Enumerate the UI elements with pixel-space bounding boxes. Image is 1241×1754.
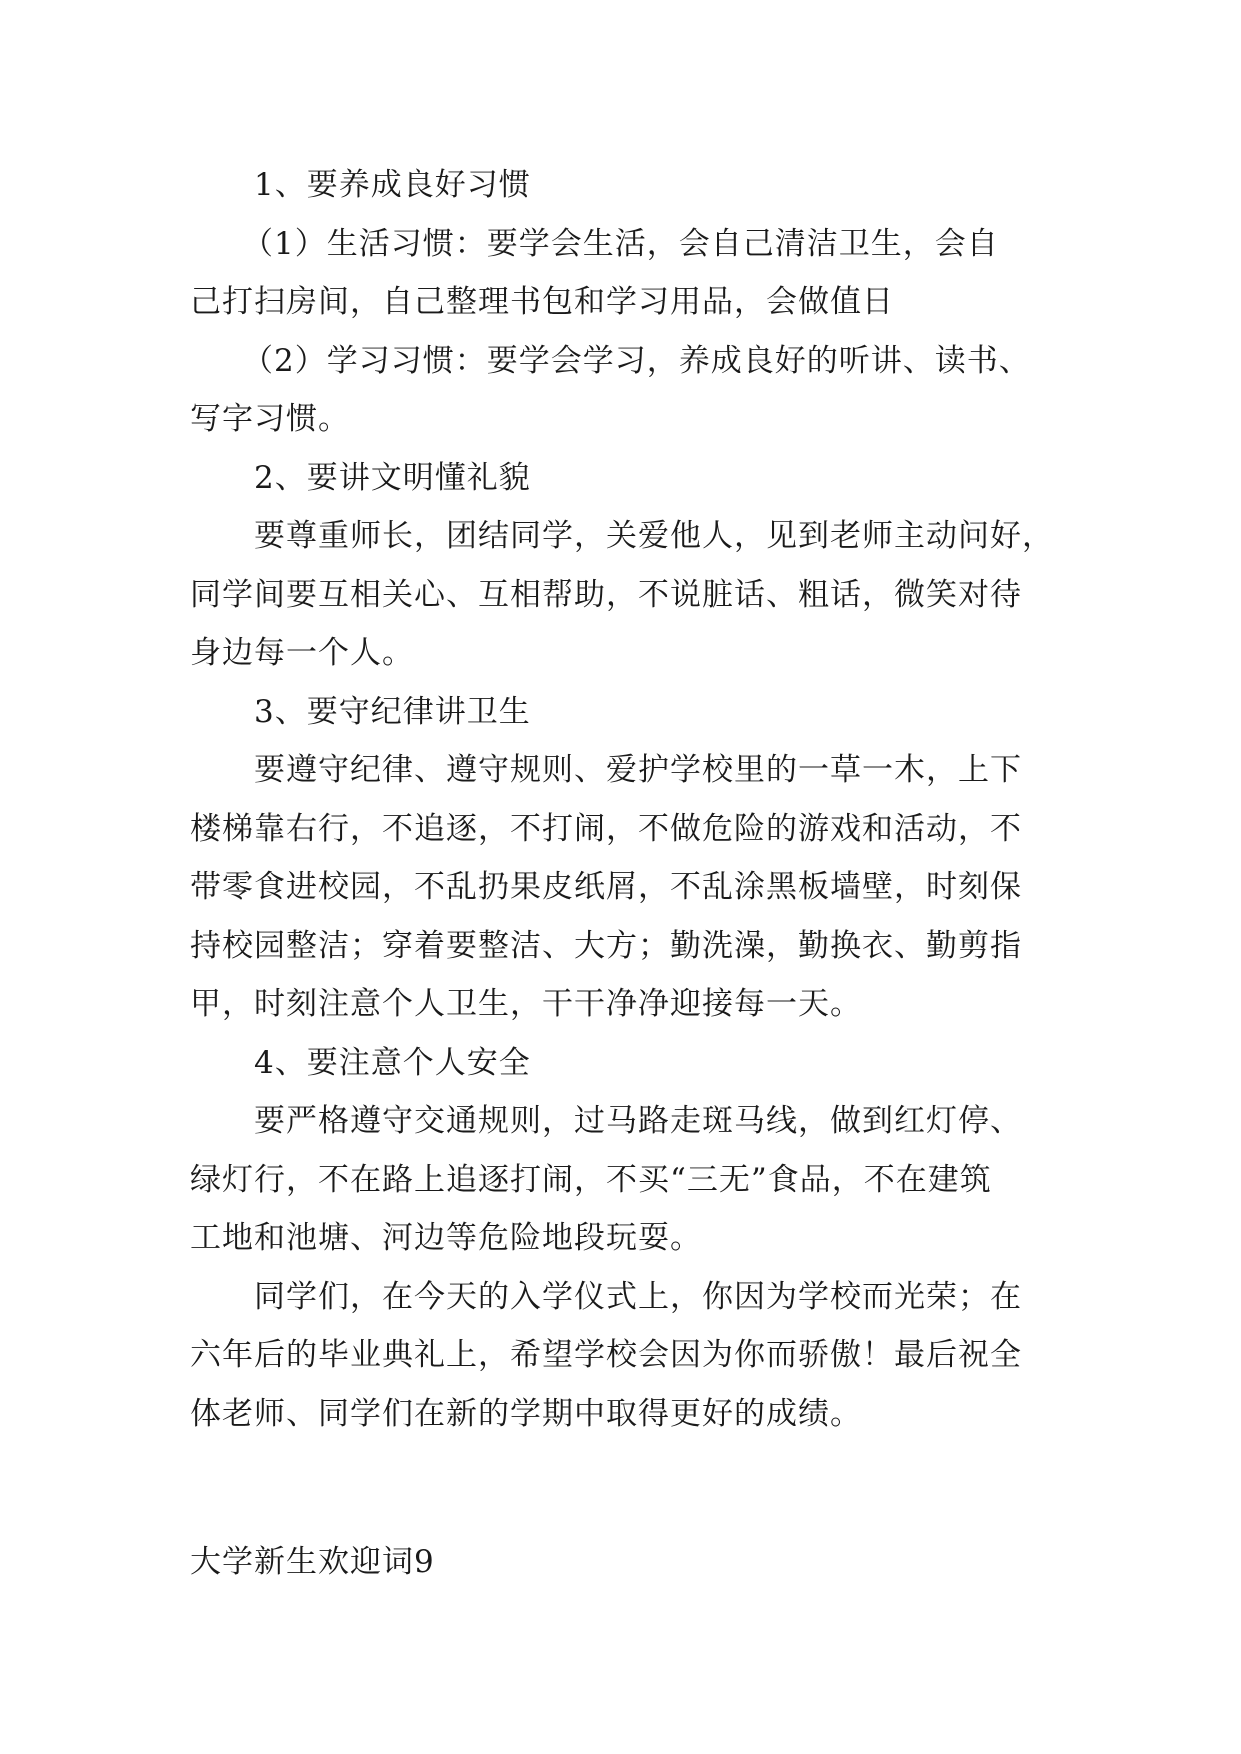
heading-habits: 1、要养成良好习惯 xyxy=(254,167,531,203)
heading-manners: 2、要讲文明懂礼貌 xyxy=(254,459,531,496)
heading-discipline: 3、要守纪律讲卫生 xyxy=(254,693,531,730)
paragraph-line: 己打扫房间，自己整理书包和学习用品，会做值日 xyxy=(190,284,894,320)
paragraph-line: 同学们，在今天的入学仪式上，你因为学校而光荣；在 xyxy=(254,1278,1022,1315)
paragraph-line: 绿灯行，不在路上追逐打闹，不买“三无”食品，不在建筑 xyxy=(190,1161,992,1198)
paragraph-line: 体老师、同学们在新的学期中取得更好的成绩。 xyxy=(190,1395,862,1432)
section-spacer xyxy=(190,1443,1070,1533)
paragraph-line: 六年后的毕业典礼上，希望学校会因为你而骄傲！最后祝全 xyxy=(190,1337,1022,1373)
paragraph-line: （2）学习习惯：要学会学习，养成良好的听讲、读书、 xyxy=(242,342,1031,379)
heading-safety: 4、要注意个人安全 xyxy=(254,1044,531,1081)
paragraph-line: 甲，时刻注意个人卫生，干干净净迎接每一天。 xyxy=(190,986,862,1022)
paragraph-line: 同学间要互相关心、互相帮助，不说脏话、粗话，微笑对待 xyxy=(190,576,1022,613)
document-body xyxy=(190,156,1070,1592)
paragraph-line: 身边每一个人。 xyxy=(190,635,414,671)
paragraph-line: （1）生活习惯：要学会生活，会自己清洁卫生，会自 xyxy=(242,225,999,262)
paragraph-line: 写字习惯。 xyxy=(190,401,350,437)
section-title: 大学新生欢迎词9 xyxy=(190,1544,435,1580)
paragraph-line: 持校园整洁；穿着要整洁、大方；勤洗澡，勤换衣、勤剪指 xyxy=(190,927,1022,964)
paragraph-line: 要严格遵守交通规则，过马路走斑马线，做到红灯停、 xyxy=(254,1103,1022,1139)
paragraph-line: 要尊重师长，团结同学，关爱他人，见到老师主动问好， xyxy=(254,518,1054,554)
paragraph-line: 楼梯靠右行，不追逐，不打闹，不做危险的游戏和活动，不 xyxy=(190,810,1022,847)
paragraph-line: 要遵守纪律、遵守规则、爱护学校里的一草一木，上下 xyxy=(254,752,1022,788)
paragraph-line: 工地和池塘、河边等危险地段玩耍。 xyxy=(190,1220,702,1256)
paragraph-line: 带零食进校园，不乱扔果皮纸屑，不乱涂黑板墙壁，时刻保 xyxy=(190,869,1022,905)
